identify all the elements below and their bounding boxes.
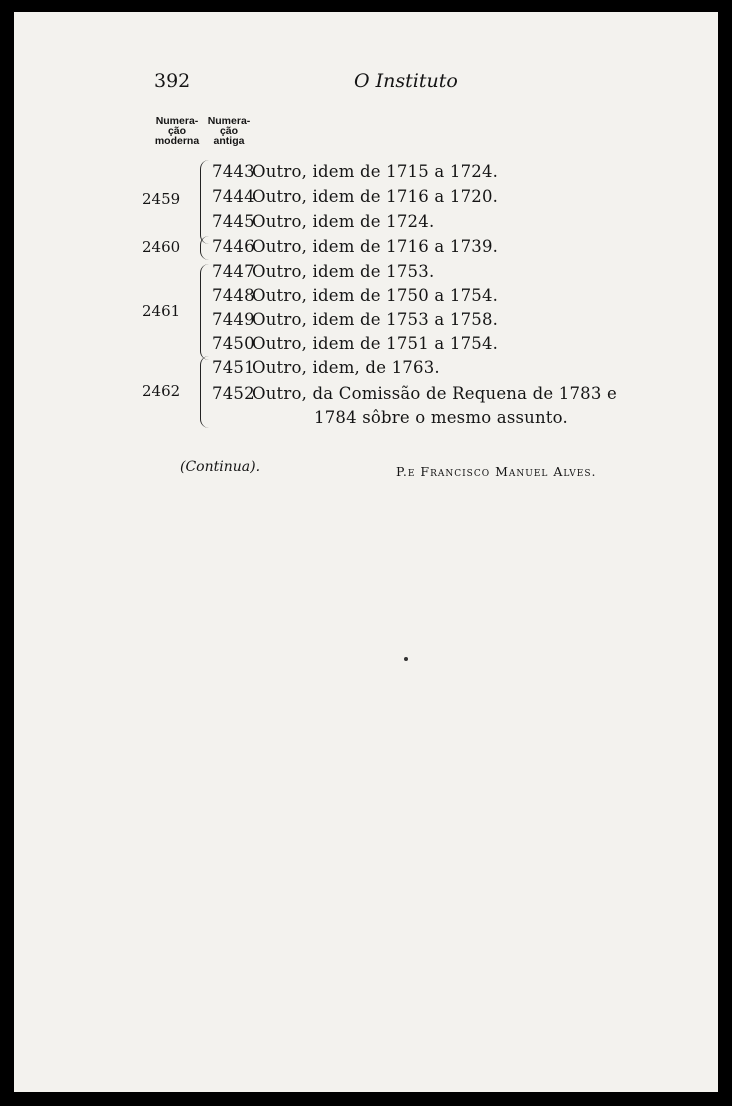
entry-text: Outro, idem de 1751 a 1754. [252,334,499,353]
group-number: 2461 [142,302,181,320]
entry-row [212,334,498,353]
entry-row [212,187,498,206]
entry-text: Outro, idem de 1750 a 1754. [252,286,499,305]
entry-old-number: 7447 [212,262,255,281]
entry-text: Outro, idem de 1715 a 1724. [252,162,499,181]
entry-text: Outro, idem de 1724. [252,212,435,231]
column-header-line: Numera- [207,115,251,127]
column-header-line: moderna [154,135,200,147]
entry-row [212,237,498,256]
group-brace [200,356,209,428]
entry-old-number: 7449 [212,310,255,329]
entry-old-number: 7450 [212,334,255,353]
entry-old-number: 7452 [212,384,255,403]
column-header-old [205,116,253,146]
entry-text: Outro, da Comissão de Requena de 1783 e [252,384,617,403]
entry-old-number: 7444 [212,187,255,206]
entry-row [212,162,498,181]
group-brace [200,264,209,360]
group-brace [200,160,209,244]
continua-note: (Continua). [180,459,261,475]
group-number: 2462 [142,382,181,400]
entry-row [212,212,434,231]
entry-text: Outro, idem de 1753. [252,262,435,281]
entry-row [212,384,617,403]
entry-text: Outro, idem de 1716 a 1720. [252,187,499,206]
group-number: 2460 [142,238,181,256]
entry-row [212,358,440,377]
column-header-line: Numera- [155,115,199,127]
entry-text: Outro, idem de 1716 a 1739. [252,237,499,256]
entry-row [212,310,498,329]
author-signature: P.e Francisco Manuel Alves. [396,464,597,479]
entry-old-number: 7451 [212,358,255,377]
column-header-line: ção [219,125,239,137]
entry-row [212,286,498,305]
entry-text: Outro, idem de 1753 a 1758. [252,310,499,329]
entry-continuation: 1784 sôbre o mesmo assunto. [314,408,568,427]
entry-old-number: 7448 [212,286,255,305]
entry-old-number: 7446 [212,237,255,256]
entry-old-number: 7443 [212,162,255,181]
running-title: O Instituto [354,70,458,92]
group-number: 2459 [142,190,181,208]
entry-text: Outro, idem, de 1763. [252,358,440,377]
document-page [14,12,718,1092]
entry-row [212,262,434,281]
page-number: 392 [154,70,191,92]
print-speck [404,657,408,661]
column-header-line: ção [167,125,187,137]
column-header-line: antiga [213,135,245,147]
entry-old-number: 7445 [212,212,255,231]
group-brace [200,236,209,260]
column-header-modern [146,116,208,146]
